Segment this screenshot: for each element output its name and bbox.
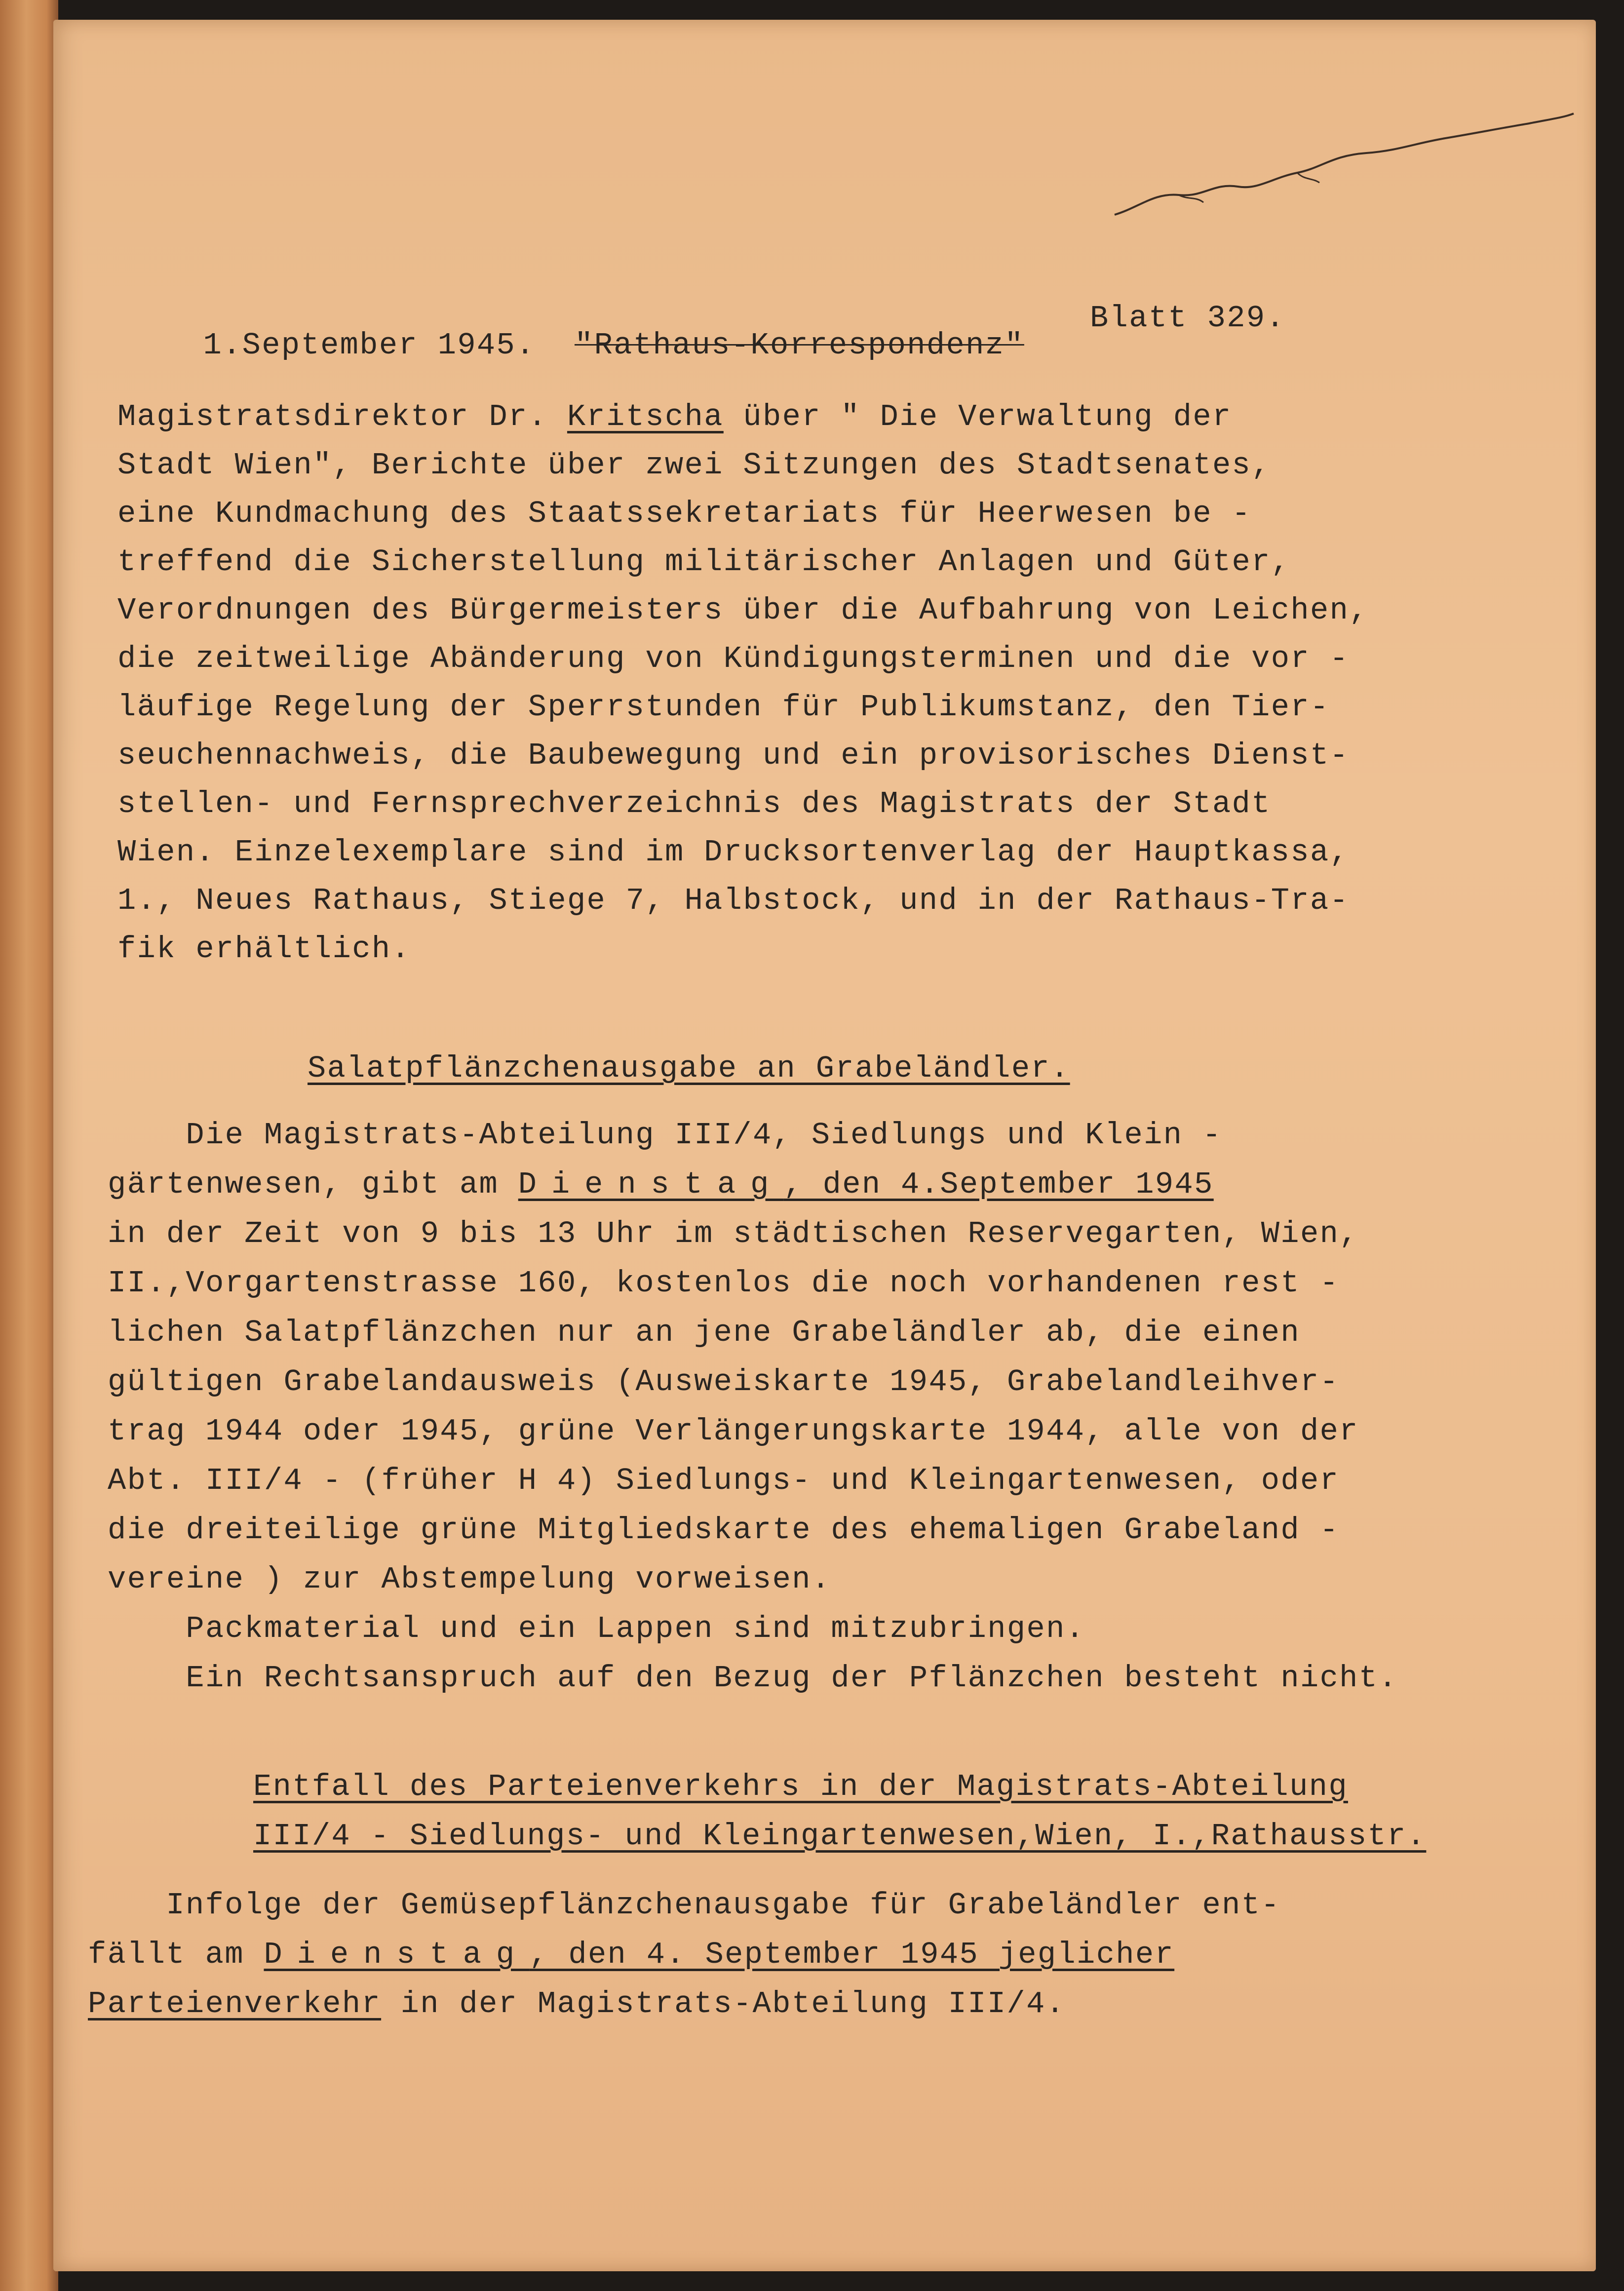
header-date: 1.September 1945. [203,328,536,363]
section1-line: Ein Rechtsanspruch auf den Bezug der Pflänzchen besteht nicht. [108,1661,1398,1696]
weekday-dienstag: Dienstag [518,1167,784,1202]
header-publication: "Rathaus-Korrespondenz" [574,328,1024,363]
intro-line: die zeitweilige Abänderung von Kündigungsterminen und die vor - [117,641,1350,676]
section1-line: gültigen Grabelandausweis (Ausweiskarte 1945, Grabelandleihver- [108,1364,1340,1399]
intro-line: eine Kundmachung des Staatssekretariats für Heerwesen be - [117,496,1252,531]
intro-line: seuchennachweis, die Baubewegung und ein provisorisches Dienst- [117,738,1350,773]
header-sheet-number: Blatt 329. [1090,301,1286,336]
section1-line: trag 1944 oder 1945, grüne Verlängerungskarte 1944, alle von der [108,1414,1359,1449]
header-line [125,294,1024,397]
parteienverkehr-term: Parteienverkehr [88,1986,382,2021]
weekday-dienstag: Dienstag [264,1937,530,1972]
section1-line: gärtenwesen, gibt am Dienstag, den 4.September 1945 [108,1167,1214,1202]
intro-line: Stadt Wien", Berichte über zwei Sitzungen des Stadtsenates, [117,448,1271,483]
section2-line: Parteienverkehr in der Magistrats-Abteilung III/4. [88,1986,1066,2021]
section1-line: Abt. III/4 - (früher H 4) Siedlungs- und Kleingartenwesen, oder [108,1463,1340,1498]
intro-line: läufige Regelung der Sperrstunden für Publikumstanz, den Tier- [117,690,1330,725]
paper-crease-mark [1110,109,1579,227]
section2-line: fällt am Dienstag, den 4. September 1945 jeglicher [88,1937,1175,1972]
section2-title-line1: Entfall des Parteienverkehrs in der Magistrats-Abteilung [253,1769,1348,1804]
section1-title: Salatpflänzchenausgabe an Grabeländler. [308,1051,1070,1086]
intro-line: stellen- und Fernsprechverzeichnis des Magistrats der Stadt [117,786,1271,821]
section2-line: Infolge der Gemüsepflänzchenausgabe für Grabeländler ent- [88,1888,1280,1923]
section1-line: vereine ) zur Abstempelung vorweisen. [108,1562,831,1597]
document-page [53,20,1596,2271]
name-kritscha: Kritscha [567,399,724,434]
section1-line: die dreiteilige grüne Mitgliedskarte des ehemaligen Grabeland - [108,1513,1340,1548]
binding-spine [0,0,58,2291]
section1-line: lichen Salatpflänzchen nur an jene Grabeländler ab, die einen [108,1315,1300,1350]
section1-line: in der Zeit von 9 bis 13 Uhr im städtischen Reservegarten, Wien, [108,1216,1359,1251]
intro-line: fik erhältlich. [117,932,411,967]
section1-line: Packmaterial und ein Lappen sind mitzubringen. [108,1611,1085,1646]
section1-line: Die Magistrats-Abteilung III/4, Siedlungs und Klein - [108,1118,1222,1153]
intro-line: Verordnungen des Bürgermeisters über die Aufbahrung von Leichen, [117,593,1369,628]
intro-line: Magistratsdirektor Dr. Kritscha über " Die Verwaltung der [117,399,1232,434]
intro-line: 1., Neues Rathaus, Stiege 7, Halbstock, und in der Rathaus-Tra- [117,883,1350,918]
section1-line: II.,Vorgartenstrasse 160, kostenlos die noch vorhandenen rest - [108,1266,1340,1301]
section2-title-line2: III/4 - Siedlungs- und Kleingartenwesen,Wien, I.,Rathausstr. [253,1819,1427,1854]
intro-line: Wien. Einzelexemplare sind im Drucksortenverlag der Hauptkassa, [117,835,1350,870]
intro-line: treffend die Sicherstellung militärischer Anlagen und Güter, [117,544,1291,580]
